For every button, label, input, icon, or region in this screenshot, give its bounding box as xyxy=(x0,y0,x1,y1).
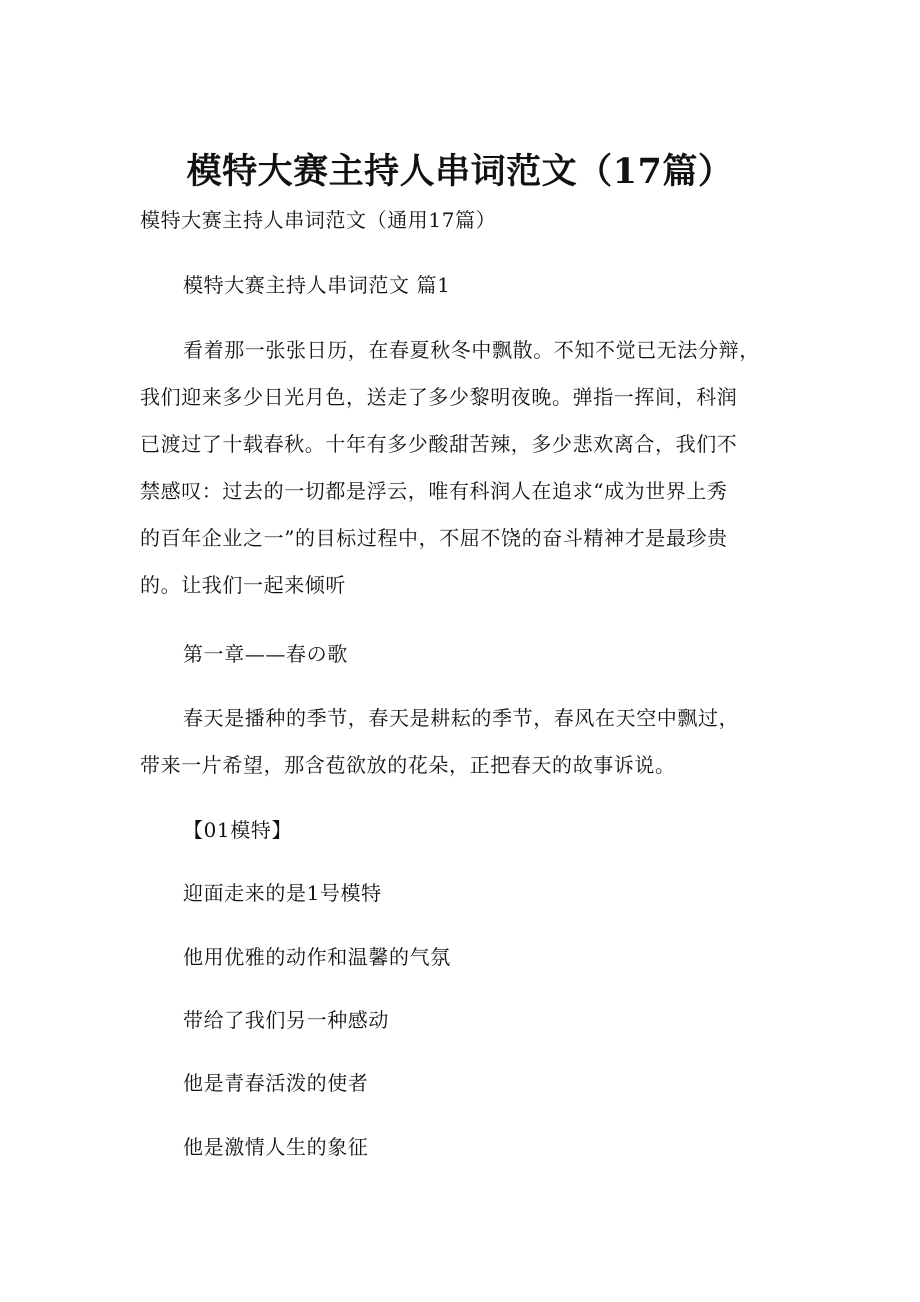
paragraph-line: 已渡过了十载春秋。十年有多少酸甜苦辣，多少悲欢离合，我们不 xyxy=(140,432,738,456)
section-heading: 模特大赛主持人串词范文 篇1 xyxy=(183,273,451,297)
chapter-heading: 第一章——春の歌 xyxy=(183,642,348,666)
document-title: 模特大赛主持人串词范文（17篇） xyxy=(186,151,734,192)
verse-line: 迎面走来的是1号模特 xyxy=(183,881,382,905)
paragraph-line: 我们迎来多少日光月色，送走了多少黎明夜晚。弹指一挥间，科润 xyxy=(140,385,738,409)
paragraph-line: 的百年企业之一”的目标过程中，不屈不饶的奋斗精神才是最珍贵 xyxy=(140,526,728,550)
verse-line: 他是激情人生的象征 xyxy=(183,1135,369,1159)
verse-line: 他是青春活泼的使者 xyxy=(183,1071,369,1095)
verse-line: 带给了我们另一种感动 xyxy=(183,1008,389,1032)
paragraph-line: 看着那一张张日历，在春夏秋冬中飘散。不知不觉已无法分辩， xyxy=(183,338,760,362)
model-tag: 【01模特】 xyxy=(183,818,293,842)
verse-line: 他用优雅的动作和温馨的气氛 xyxy=(183,945,451,969)
paragraph-line: 禁感叹：过去的一切都是浮云，唯有科润人在追求“成为世界上秀 xyxy=(140,479,728,503)
paragraph-line: 的。让我们一起来倾听 xyxy=(140,573,346,597)
document-subtitle: 模特大赛主持人串词范文（通用17篇） xyxy=(140,208,497,232)
paragraph-line: 带来一片希望，那含苞欲放的花朵，正把春天的故事诉说。 xyxy=(140,753,676,777)
paragraph-line: 春天是播种的季节，春天是耕耘的季节，春风在天空中飘过， xyxy=(183,706,740,730)
